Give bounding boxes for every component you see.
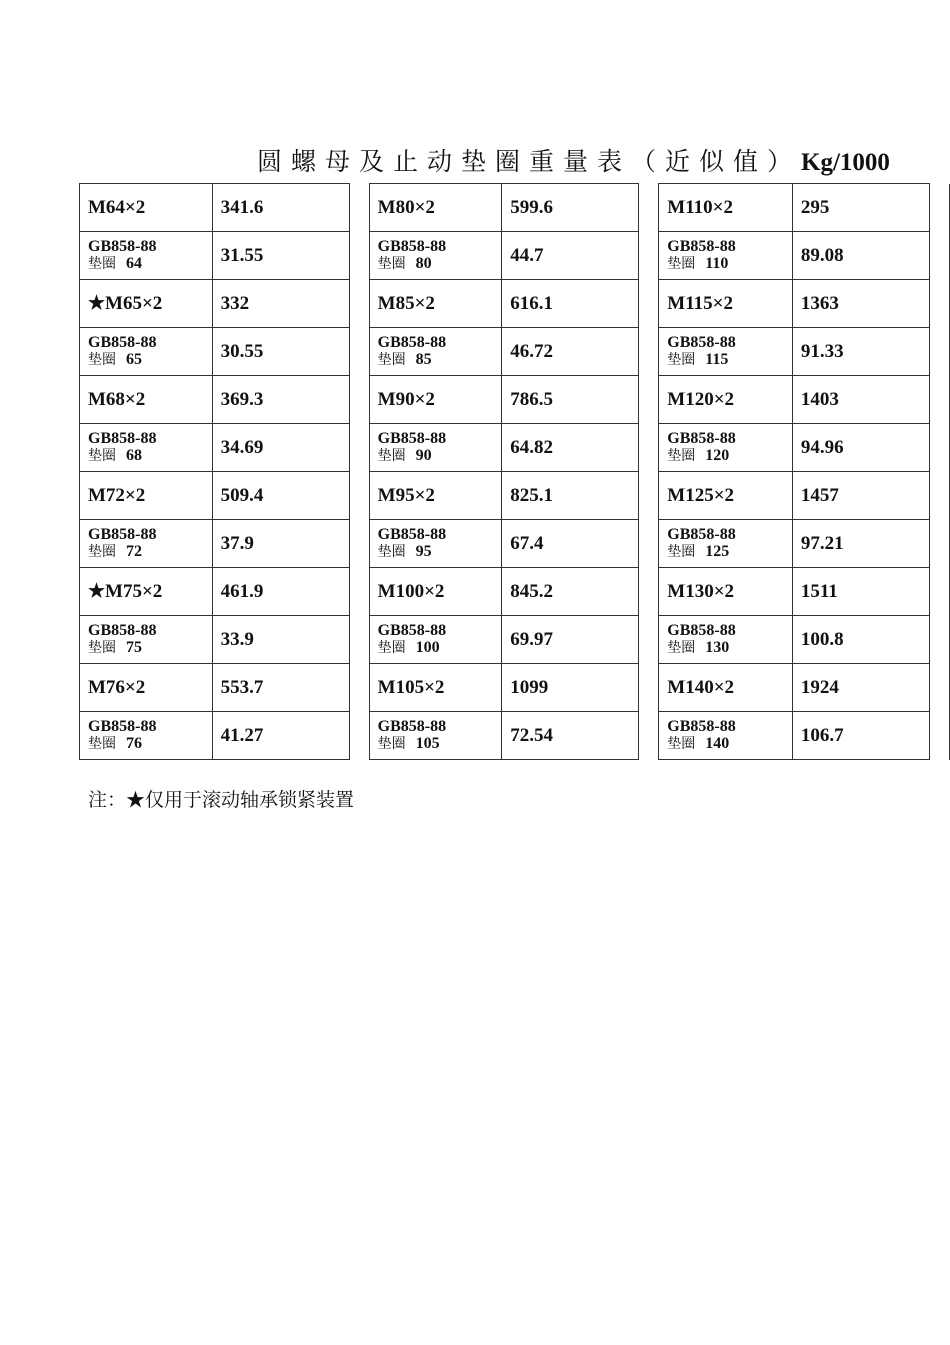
washer-cell bbox=[80, 328, 213, 376]
nut-weight-cell: 1457 bbox=[792, 472, 929, 520]
nut-size-cell bbox=[80, 664, 213, 712]
washer-weight-cell: 67.4 bbox=[502, 520, 639, 568]
column-gap bbox=[930, 184, 950, 232]
washer-line-2 bbox=[88, 735, 212, 753]
washer-weight-cell: 44.7 bbox=[502, 232, 639, 280]
nut-size: M76×2 bbox=[88, 676, 146, 698]
table-row bbox=[80, 376, 950, 424]
column-gap bbox=[349, 568, 369, 616]
washer-standard: GB858-88 bbox=[667, 238, 736, 255]
table-row bbox=[80, 664, 950, 712]
nut-weight-cell: 1511 bbox=[792, 568, 929, 616]
column-gap bbox=[349, 424, 369, 472]
washer-standard: GB858-88 bbox=[377, 334, 447, 351]
nut-size: M120×2 bbox=[667, 388, 735, 410]
nut-size-cell bbox=[80, 472, 213, 520]
washer-standard: GB858-88 bbox=[88, 238, 157, 255]
washer-label: 垫圈 bbox=[667, 544, 696, 560]
washer-standard: GB858-88 bbox=[667, 718, 736, 735]
washer-cell bbox=[80, 712, 213, 760]
nut-size-cell bbox=[369, 184, 502, 232]
washer-line-2 bbox=[378, 255, 502, 273]
washer-line-2 bbox=[88, 543, 212, 561]
column-gap bbox=[930, 232, 950, 280]
washer-standard: GB858-88 bbox=[88, 718, 157, 735]
washer-line-2 bbox=[667, 735, 792, 753]
table-body bbox=[80, 184, 950, 760]
table-row bbox=[80, 424, 950, 472]
washer-label: 垫圈 bbox=[88, 544, 116, 560]
nut-weight-cell: 1924 bbox=[792, 664, 929, 712]
washer-size: 120 bbox=[705, 447, 730, 464]
washer-line-2 bbox=[88, 255, 212, 273]
nut-weight-cell: 1099 bbox=[502, 664, 639, 712]
washer-standard: GB858-88 bbox=[667, 334, 736, 351]
washer-standard: GB858-88 bbox=[377, 430, 447, 447]
washer-label: 垫圈 bbox=[667, 448, 696, 464]
title-text: 圆螺母及止动垫圈重量表（近似值） bbox=[257, 147, 802, 176]
washer-line-2 bbox=[88, 351, 212, 369]
nut-size: M100×2 bbox=[377, 580, 445, 602]
nut-size-cell bbox=[659, 184, 793, 232]
column-gap bbox=[639, 616, 659, 664]
column-gap bbox=[639, 232, 659, 280]
nut-weight-cell: 845.2 bbox=[502, 568, 639, 616]
nut-size-cell bbox=[80, 184, 213, 232]
washer-standard: GB858-88 bbox=[88, 622, 157, 639]
nut-weight-cell: 1363 bbox=[792, 280, 929, 328]
washer-cell bbox=[659, 424, 793, 472]
nut-weight-cell: 553.7 bbox=[212, 664, 349, 712]
nut-size: M95×2 bbox=[377, 484, 435, 506]
washer-size: 110 bbox=[705, 255, 729, 272]
washer-label: 垫圈 bbox=[667, 352, 696, 368]
washer-weight-cell: 94.96 bbox=[792, 424, 929, 472]
column-gap bbox=[349, 376, 369, 424]
title-unit: Kg/1000 bbox=[801, 149, 890, 176]
washer-line-2 bbox=[88, 639, 212, 657]
nut-size: M68×2 bbox=[88, 388, 146, 410]
nut-size: M105×2 bbox=[377, 676, 445, 698]
column-gap bbox=[349, 472, 369, 520]
washer-cell bbox=[369, 232, 502, 280]
washer-standard: GB858-88 bbox=[88, 430, 157, 447]
nut-weight-cell: 1403 bbox=[792, 376, 929, 424]
washer-size: 130 bbox=[705, 639, 730, 656]
column-gap bbox=[349, 712, 369, 760]
nut-size-cell bbox=[659, 568, 793, 616]
washer-weight-cell: 89.08 bbox=[792, 232, 929, 280]
washer-standard: GB858-88 bbox=[667, 430, 736, 447]
washer-line-2 bbox=[667, 639, 792, 657]
washer-weight-cell: 46.72 bbox=[502, 328, 639, 376]
washer-line-2 bbox=[667, 255, 792, 273]
washer-weight-cell: 64.82 bbox=[502, 424, 639, 472]
washer-cell bbox=[369, 712, 502, 760]
washer-cell bbox=[369, 424, 502, 472]
washer-size: 95 bbox=[415, 543, 432, 560]
nut-size: M85×2 bbox=[377, 292, 435, 314]
column-gap bbox=[349, 280, 369, 328]
nut-size: ★M75×2 bbox=[88, 581, 163, 602]
nut-size-cell bbox=[369, 568, 502, 616]
column-gap bbox=[349, 232, 369, 280]
washer-standard: GB858-88 bbox=[377, 526, 447, 543]
washer-size: 65 bbox=[126, 351, 142, 368]
column-gap bbox=[930, 712, 950, 760]
washer-label: 垫圈 bbox=[88, 256, 116, 272]
washer-label: 垫圈 bbox=[88, 448, 116, 464]
washer-label: 垫圈 bbox=[88, 736, 116, 752]
washer-label: 垫圈 bbox=[88, 352, 116, 368]
column-gap bbox=[639, 184, 659, 232]
column-gap bbox=[930, 328, 950, 376]
washer-standard: GB858-88 bbox=[377, 622, 447, 639]
column-gap bbox=[639, 424, 659, 472]
washer-size: 105 bbox=[415, 735, 440, 752]
washer-line-2 bbox=[378, 735, 502, 753]
washer-label: 垫圈 bbox=[377, 640, 406, 656]
footnote: 注：★仅用于滚动轴承锁紧装置 bbox=[88, 789, 355, 811]
nut-size-cell bbox=[80, 376, 213, 424]
washer-weight-cell: 106.7 bbox=[792, 712, 929, 760]
washer-size: 140 bbox=[705, 735, 730, 752]
nut-size-cell bbox=[369, 664, 502, 712]
nut-weight-cell: 341.6 bbox=[212, 184, 349, 232]
nut-weight-cell: 461.9 bbox=[212, 568, 349, 616]
column-gap bbox=[930, 472, 950, 520]
nut-size: M140×2 bbox=[667, 676, 735, 698]
table-row bbox=[80, 280, 950, 328]
nut-size-cell bbox=[659, 280, 793, 328]
washer-standard: GB858-88 bbox=[88, 334, 157, 351]
washer-weight-cell: 30.55 bbox=[212, 328, 349, 376]
washer-cell bbox=[659, 712, 793, 760]
nut-size: M125×2 bbox=[667, 484, 735, 506]
column-gap bbox=[930, 520, 950, 568]
table-row bbox=[80, 616, 950, 664]
nut-weight-cell: 825.1 bbox=[502, 472, 639, 520]
column-gap bbox=[639, 712, 659, 760]
washer-line-2 bbox=[378, 351, 502, 369]
washer-size: 85 bbox=[415, 351, 432, 368]
column-gap bbox=[639, 568, 659, 616]
washer-cell bbox=[659, 616, 793, 664]
washer-standard: GB858-88 bbox=[88, 526, 157, 543]
washer-size: 125 bbox=[705, 543, 730, 560]
column-gap bbox=[930, 280, 950, 328]
nut-size-cell bbox=[659, 664, 793, 712]
column-gap bbox=[639, 664, 659, 712]
washer-weight-cell: 97.21 bbox=[792, 520, 929, 568]
column-gap bbox=[639, 472, 659, 520]
washer-cell bbox=[659, 520, 793, 568]
nut-size: M90×2 bbox=[377, 388, 435, 410]
washer-standard: GB858-88 bbox=[377, 718, 447, 735]
washer-cell bbox=[80, 520, 213, 568]
nut-weight-cell: 509.4 bbox=[212, 472, 349, 520]
nut-weight-cell: 599.6 bbox=[502, 184, 639, 232]
washer-cell bbox=[369, 328, 502, 376]
table-row bbox=[80, 328, 950, 376]
washer-label: 垫圈 bbox=[667, 640, 696, 656]
table-row bbox=[80, 712, 950, 760]
washer-label: 垫圈 bbox=[377, 256, 406, 272]
column-gap bbox=[639, 520, 659, 568]
washer-cell bbox=[369, 616, 502, 664]
nut-size: M130×2 bbox=[667, 580, 735, 602]
nut-size: ★M65×2 bbox=[88, 293, 163, 314]
washer-cell bbox=[80, 424, 213, 472]
nut-size-cell bbox=[659, 376, 793, 424]
column-gap bbox=[349, 616, 369, 664]
washer-cell bbox=[80, 616, 213, 664]
washer-line-2 bbox=[378, 639, 502, 657]
washer-line-2 bbox=[667, 351, 792, 369]
column-gap bbox=[639, 328, 659, 376]
washer-weight-cell: 69.97 bbox=[502, 616, 639, 664]
washer-label: 垫圈 bbox=[377, 544, 406, 560]
washer-weight-cell: 33.9 bbox=[212, 616, 349, 664]
column-gap bbox=[349, 184, 369, 232]
washer-weight-cell: 72.54 bbox=[502, 712, 639, 760]
nut-weight-cell: 786.5 bbox=[502, 376, 639, 424]
washer-label: 垫圈 bbox=[377, 736, 406, 752]
nut-size: M115×2 bbox=[667, 292, 734, 314]
washer-line-2 bbox=[667, 447, 792, 465]
table-row bbox=[80, 232, 950, 280]
nut-size-cell bbox=[80, 568, 213, 616]
table-row bbox=[80, 568, 950, 616]
page-title bbox=[257, 142, 890, 178]
washer-standard: GB858-88 bbox=[377, 238, 447, 255]
washer-label: 垫圈 bbox=[377, 448, 406, 464]
column-gap bbox=[930, 568, 950, 616]
washer-label: 垫圈 bbox=[667, 736, 696, 752]
nut-size-cell bbox=[80, 280, 213, 328]
nut-size: M64×2 bbox=[88, 196, 146, 218]
nut-weight-cell: 616.1 bbox=[502, 280, 639, 328]
column-gap bbox=[349, 664, 369, 712]
washer-weight-cell: 31.55 bbox=[212, 232, 349, 280]
washer-line-2 bbox=[378, 447, 502, 465]
column-gap bbox=[930, 376, 950, 424]
washer-weight-cell: 37.9 bbox=[212, 520, 349, 568]
nut-size-cell bbox=[659, 472, 793, 520]
column-gap bbox=[930, 664, 950, 712]
washer-size: 100 bbox=[415, 639, 440, 656]
table-row bbox=[80, 520, 950, 568]
nut-size: M110×2 bbox=[667, 196, 734, 218]
washer-weight-cell: 91.33 bbox=[792, 328, 929, 376]
washer-line-2 bbox=[667, 543, 792, 561]
nut-size-cell bbox=[369, 280, 502, 328]
washer-weight-cell: 34.69 bbox=[212, 424, 349, 472]
washer-label: 垫圈 bbox=[667, 256, 696, 272]
washer-size: 90 bbox=[415, 447, 432, 464]
nut-size: M80×2 bbox=[377, 196, 435, 218]
nut-size-cell bbox=[369, 472, 502, 520]
nut-size: M72×2 bbox=[88, 484, 146, 506]
table-row bbox=[80, 184, 950, 232]
nut-weight-cell: 295 bbox=[792, 184, 929, 232]
washer-cell bbox=[369, 520, 502, 568]
washer-size: 75 bbox=[126, 639, 142, 656]
nut-weight-cell: 332 bbox=[212, 280, 349, 328]
nut-size-cell bbox=[369, 376, 502, 424]
washer-weight-cell: 100.8 bbox=[792, 616, 929, 664]
column-gap bbox=[930, 424, 950, 472]
nut-weight-cell: 369.3 bbox=[212, 376, 349, 424]
column-gap bbox=[930, 616, 950, 664]
washer-cell bbox=[659, 328, 793, 376]
washer-label: 垫圈 bbox=[88, 640, 116, 656]
table-row bbox=[80, 472, 950, 520]
washer-cell bbox=[659, 232, 793, 280]
washer-line-2 bbox=[88, 447, 212, 465]
column-gap bbox=[349, 328, 369, 376]
washer-size: 80 bbox=[415, 255, 432, 272]
column-gap bbox=[639, 280, 659, 328]
washer-line-2 bbox=[378, 543, 502, 561]
washer-size: 76 bbox=[126, 735, 142, 752]
washer-weight-cell: 41.27 bbox=[212, 712, 349, 760]
washer-size: 68 bbox=[126, 447, 142, 464]
washer-size: 72 bbox=[126, 543, 142, 560]
column-gap bbox=[639, 376, 659, 424]
washer-cell bbox=[80, 232, 213, 280]
washer-standard: GB858-88 bbox=[667, 526, 736, 543]
washer-standard: GB858-88 bbox=[667, 622, 736, 639]
weight-table bbox=[79, 183, 950, 760]
washer-size: 115 bbox=[705, 351, 729, 368]
column-gap bbox=[349, 520, 369, 568]
washer-label: 垫圈 bbox=[377, 352, 406, 368]
washer-size: 64 bbox=[126, 255, 142, 272]
